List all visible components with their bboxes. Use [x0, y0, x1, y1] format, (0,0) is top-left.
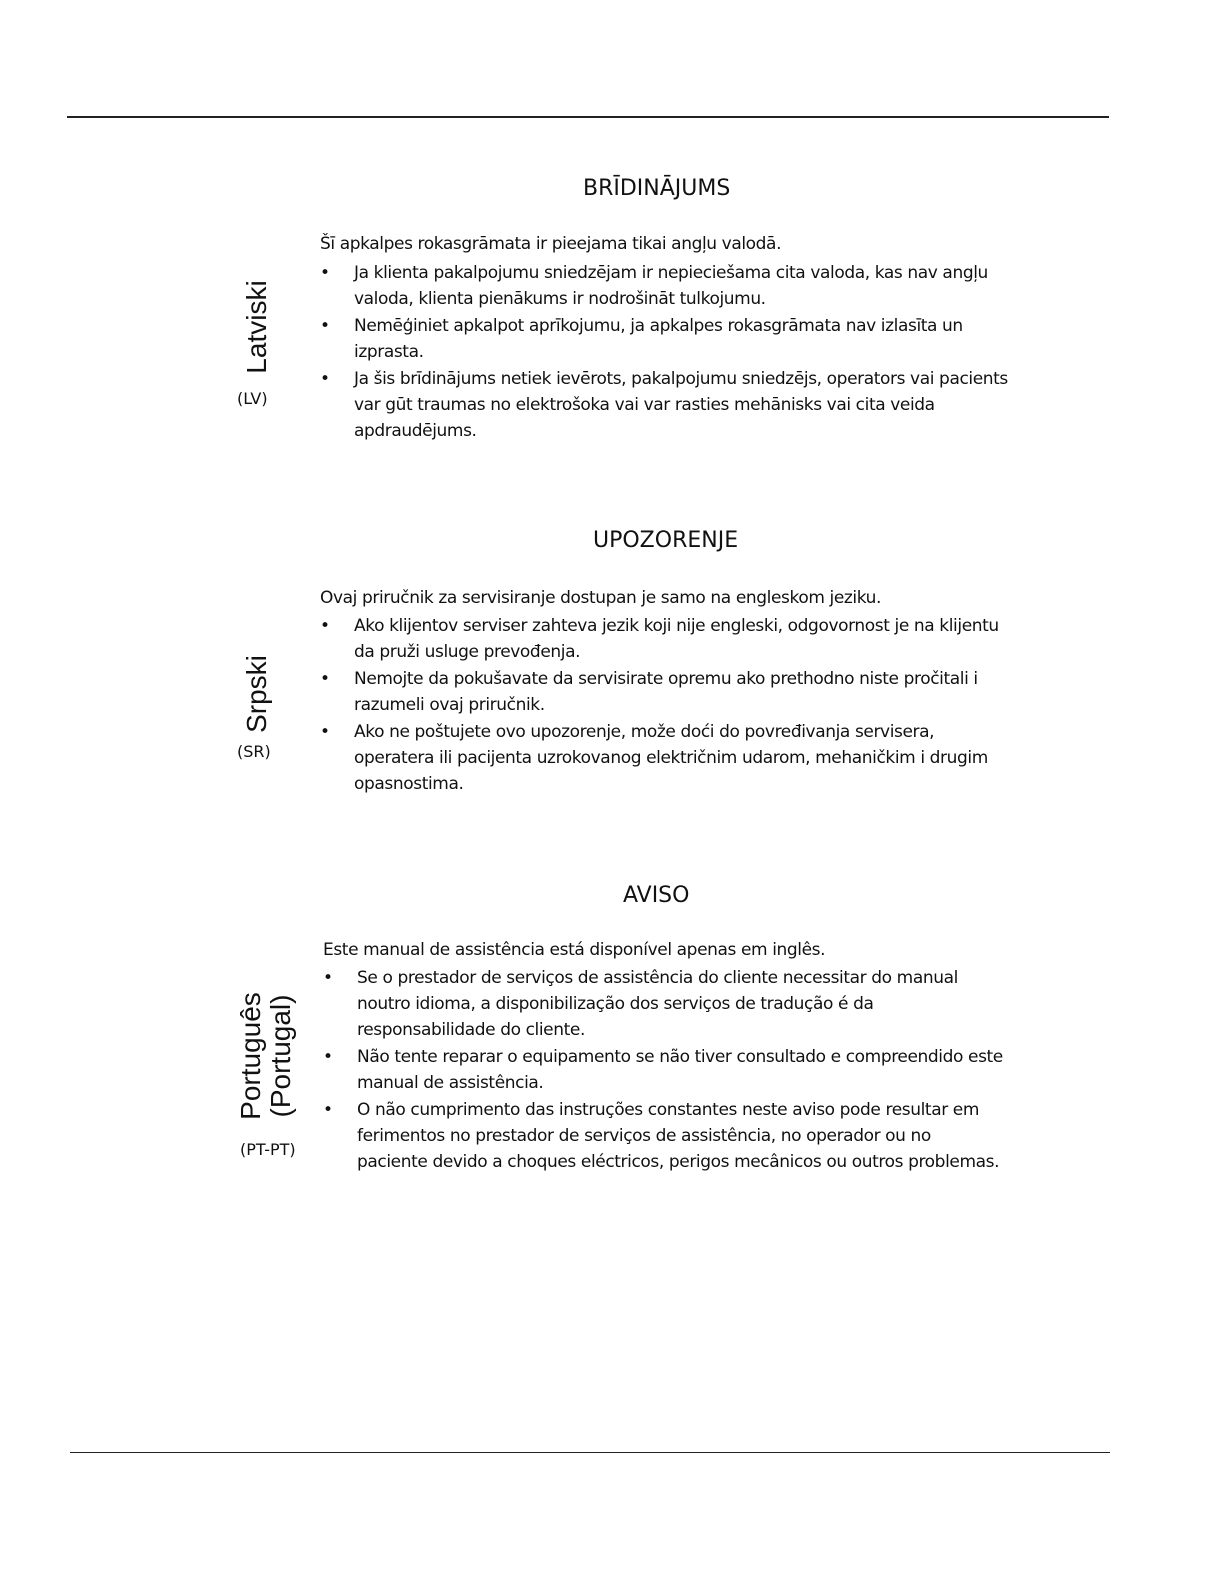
- bullet-icon: •: [320, 722, 330, 742]
- bullet-icon: •: [323, 968, 333, 988]
- top-rule: [67, 116, 1109, 118]
- list-item: • Não tente reparar o equipamento se não tiver consultado e compreendido este manual de assistência.: [323, 1044, 1003, 1096]
- bullet-icon: •: [323, 1047, 333, 1067]
- warning-intro-lv: Šī apkalpes rokasgrāmata ir pieejama tikai angļu valodā.: [320, 234, 782, 254]
- bullet-icon: •: [320, 263, 330, 283]
- bottom-rule: [70, 1452, 1110, 1453]
- list-item: • Ako klijentov serviser zahteva jezik koji nije engleski, odgovornost je na klijentu da pruži usluge prevođenja.: [320, 613, 1010, 665]
- list-item: • Nemojte da pokušavate da servisirate opremu ako prethodno niste pročitali i razumeli ovaj priručnik.: [320, 666, 1010, 718]
- language-code-pt: (PT-PT): [240, 1140, 296, 1159]
- list-item: • Se o prestador de serviços de assistência do cliente necessitar do manual noutro idioma, a disponibilização dos serviços de tradução é da responsabilidade do cliente.: [323, 965, 1003, 1043]
- warning-heading-pt: AVISO: [623, 883, 690, 908]
- list-item: • Ja šis brīdinājums netiek ievērots, pakalpojumu sniedzējs, operators vai pacients var gūt traumas no elektrošoka vai var rasties mehānisks vai cita veida apdraudējums.: [320, 366, 1010, 444]
- language-label-pt: Português (Portugal): [235, 992, 296, 1120]
- language-code-lv: (LV): [237, 389, 268, 408]
- warning-intro-sr: Ovaj priručnik za servisiranje dostupan je samo na engleskom jeziku.: [320, 588, 882, 608]
- warning-bullets-pt: [323, 965, 1003, 1176]
- warning-heading-sr: UPOZORENJE: [593, 528, 739, 553]
- language-label-sr: Srpski: [241, 655, 272, 733]
- warning-intro-pt: Este manual de assistência está disponível apenas em inglês.: [323, 940, 826, 960]
- list-item: • Ja klienta pakalpojumu sniedzējam ir nepieciešama cita valoda, kas nav angļu valoda, klienta pienākums ir nodrošināt tulkojumu.: [320, 260, 1010, 312]
- list-item: • Ako ne poštujete ovo upozorenje, može doći do povređivanja servisera, operatera ili pacijenta uzrokovanog električnim udarom, mehaničkim i drugim opasnostima.: [320, 719, 1010, 797]
- language-label-lv: Latviski: [241, 280, 272, 374]
- warning-heading-lv: BRĪDINĀJUMS: [583, 176, 731, 201]
- bullet-icon: •: [320, 369, 330, 389]
- list-item: • Nemēģiniet apkalpot aprīkojumu, ja apkalpes rokasgrāmata nav izlasīta un izprasta.: [320, 313, 1010, 365]
- bullet-icon: •: [323, 1100, 333, 1120]
- bullet-icon: •: [320, 316, 330, 336]
- bullet-icon: •: [320, 616, 330, 636]
- warning-bullets-sr: [320, 613, 1010, 798]
- bullet-icon: •: [320, 669, 330, 689]
- warning-bullets-lv: [320, 260, 1010, 445]
- language-code-sr: (SR): [237, 742, 271, 761]
- list-item: • O não cumprimento das instruções constantes neste aviso pode resultar em ferimentos no prestador de serviços de assistência, no operador ou no paciente devido a choques eléctricos, perigos mecânicos ou outros problemas.: [323, 1097, 1003, 1175]
